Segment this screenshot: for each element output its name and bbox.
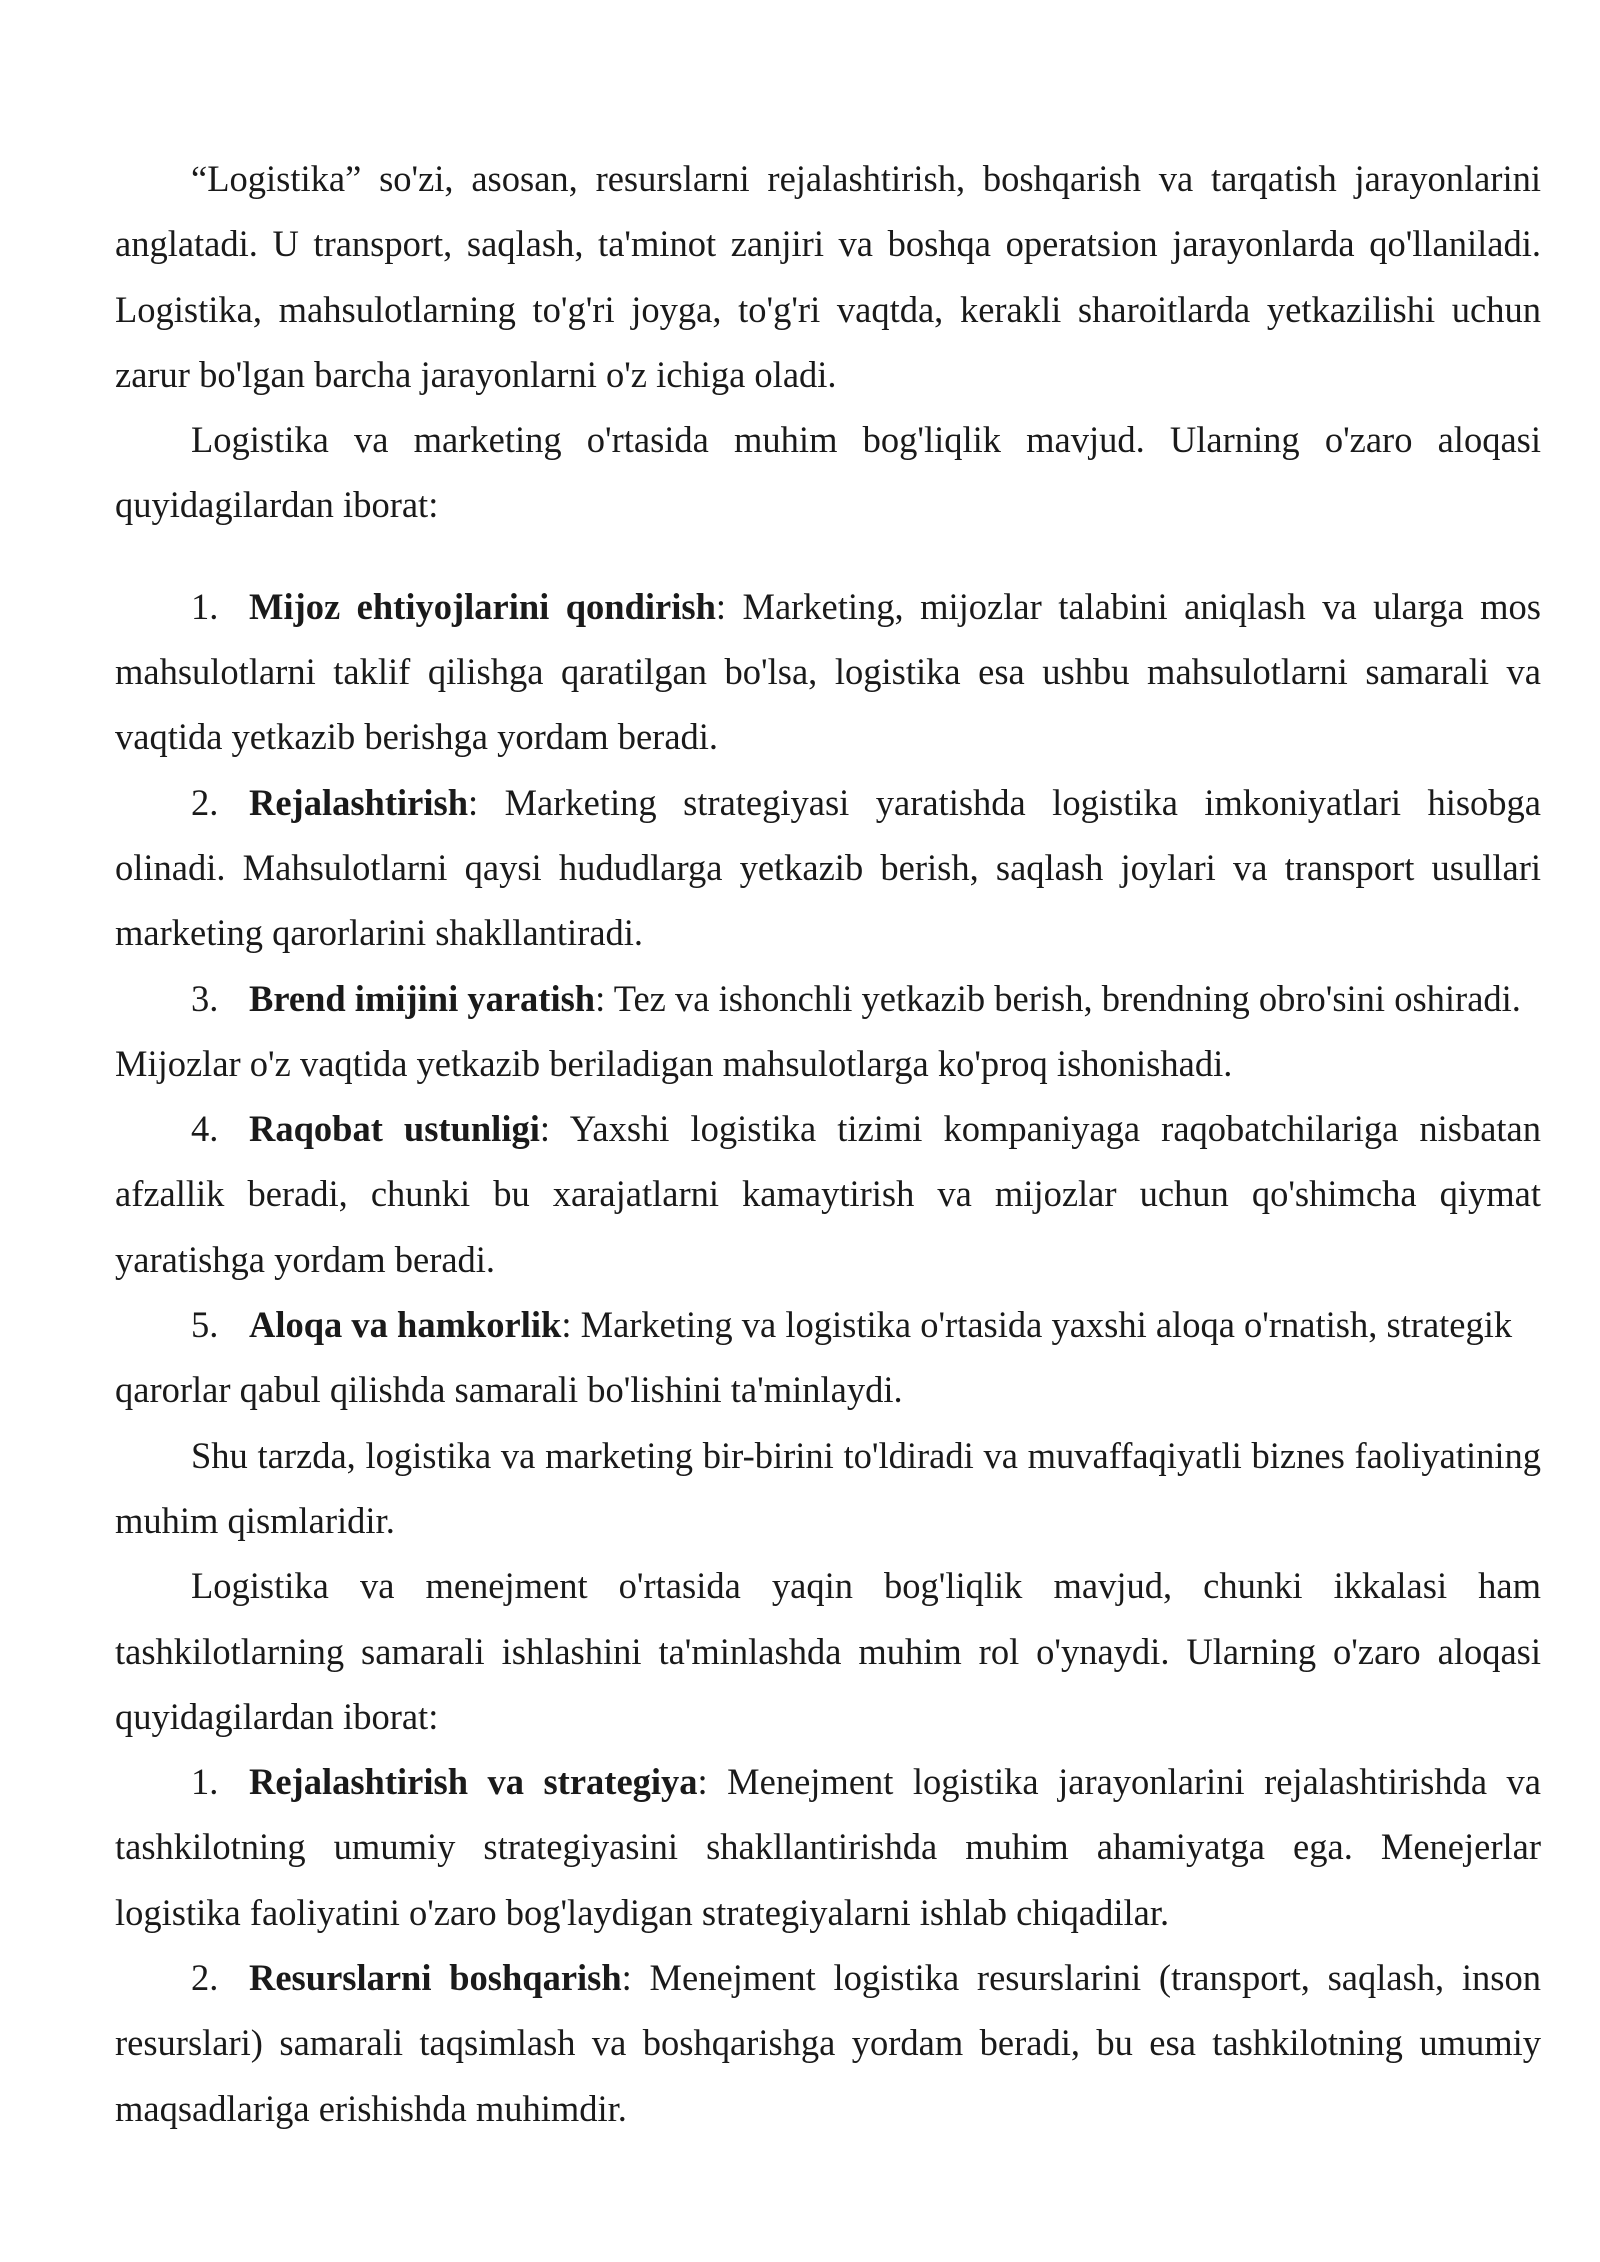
summary-paragraph: Shu tarzda, logistika va marketing bir-birini to'ldiradi va muvaffaqiyatli biznes faoliyatining muhim qismlaridir. [115,1434,1541,1541]
list-item [115,1749,1541,1945]
list-number: 1. [191,1761,219,1803]
list-number: 5. [191,1304,219,1346]
list-item [115,966,1541,1097]
list-text: : Marketing va logistika o'rtasida yaxshi aloqa o'rnatish, strategik qarorlar qabul qilishda samarali bo'lishini ta'minlaydi. [115,1304,1513,1411]
list-term: Rejalashtirish [249,781,468,823]
list-number: 4. [191,1108,219,1150]
list-item [115,1945,1541,2141]
list-term: Raqobat ustunligi [249,1108,540,1150]
list-number: 2. [191,781,219,823]
list-text: : Yaxshi logistika tizimi kompaniyaga raqobatchilariga nisbatan afzallik beradi, chunki bu xarajatlarni kamaytirish va mijozlar uchun qo'shimcha qiymat yaratishga yordam beradi. [115,1108,1542,1280]
paragraph-spacer [115,538,1541,574]
list-text: : Tez va ishonchli yetkazib berish, brendning obro'sini oshiradi. Mijozlar o'z vaqtida yetkazib beriladigan mahsulotlarga ko'proq ishonishadi. [115,977,1521,1084]
list-text: : Marketing strategiyasi yaratishda logistika imkoniyatlari hisobga olinadi. Mahsulotlarni qaysi hududlarga yetkazib berish, saqlash joylari va transport usullari marketing qarorlarini shakllantiradi. [115,781,1541,954]
marketing-relations-list [115,574,1541,1423]
list-text: : Marketing, mijozlar talabini aniqlash va ularga mos mahsulotlarni taklif qilishga qaratilgan bo'lsa, logistika esa ushbu mahsulotlarni samarali va vaqtida yetkazib berishga yordam beradi. [115,585,1541,758]
list-item [115,574,1541,770]
list-number: 2. [191,1957,219,1999]
list-term: Resurslarni boshqarish [249,1957,622,1999]
list-text: : Menejment logistika resurslarini (transport, saqlash, inson resurslari) samarali taqsimlash va boshqarishga yordam beradi, bu esa tashkilotning umumiy maqsadlariga erishishda muhimdir. [115,1957,1541,2129]
list-item [115,770,1541,966]
management-intro-paragraph: Logistika va menejment o'rtasida yaqin bog'liqlik mavjud, chunki ikkalasi ham tashkilotlarning samarali ishlashini ta'minlashda muhim rol o'ynaydi. Ularning o'zaro aloqasi quyidagilardan iborat: [115,1565,1541,1737]
list-term: Brend imijini yaratish [249,977,596,1019]
intro-paragraph-marketing-link: Logistika va marketing o'rtasida muhim bog'liqlik mavjud. Ularning o'zaro aloqasi quyidagilardan iborat: [115,419,1541,526]
list-term: Mijoz ehtiyojlarini qondirish [249,585,716,627]
list-text: : Menejment logistika jarayonlarini rejalashtirishda va tashkilotning umumiy strategiyasini shakllantirishda muhim ahamiyatga ega. Menejerlar logistika faoliyatini o'zaro bog'laydigan strategiyalarni ishlab chiqadilar. [115,1761,1541,1933]
list-term: Aloqa va hamkorlik [249,1304,562,1346]
management-relations-list [115,1749,1541,2141]
list-item [115,1292,1541,1423]
intro-paragraph-logistics-definition: “Logistika” so'zi, asosan, resurslarni rejalashtirish, boshqarish va tarqatish jarayonlarini anglatadi. U transport, saqlash, ta'minot zanjiri va boshqa operatsion jarayonlarda qo'llaniladi. Logistika, mahsulotlarning to'g'ri joyga, to'g'ri vaqtda, kerakli sharoitlarda yetkazilishi uchun zarur bo'lgan barcha jarayonlarni o'z ichiga oladi. [115,158,1541,395]
list-item [115,1096,1541,1292]
list-number: 1. [191,585,219,627]
list-term: Rejalashtirish va strategiya [249,1761,698,1803]
document-page [115,146,1541,2141]
list-number: 3. [191,977,219,1019]
